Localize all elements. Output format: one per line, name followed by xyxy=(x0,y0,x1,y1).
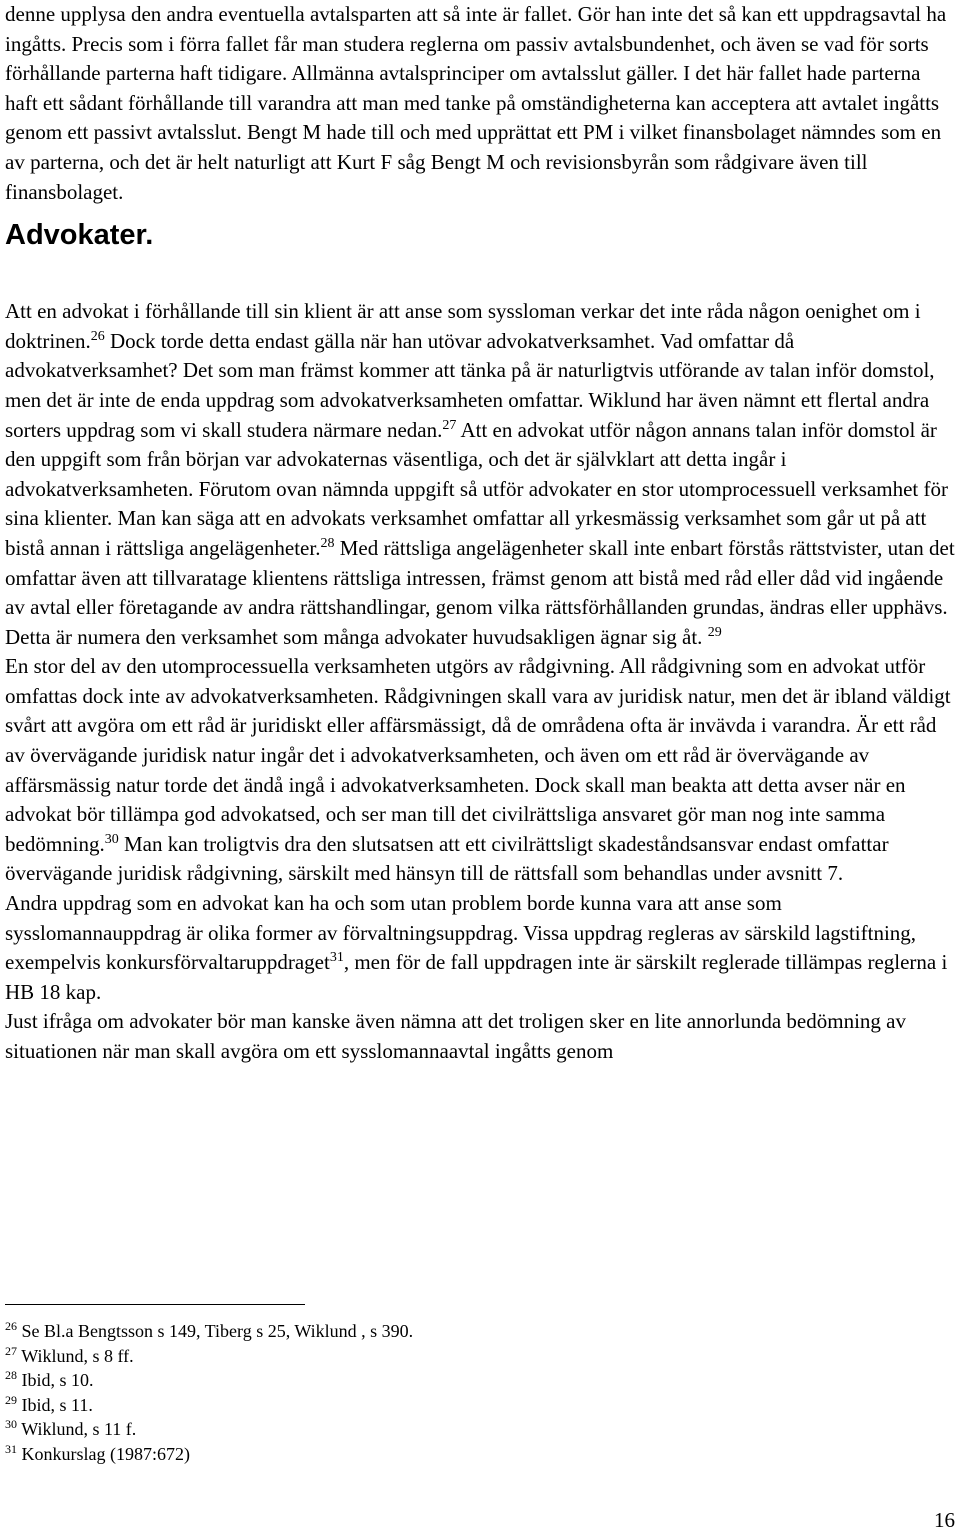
footnote-ref-31[interactable]: 31 xyxy=(329,950,344,966)
footnote-31 xyxy=(5,1442,905,1467)
paragraph-text: , men för de fall uppdragen inte är särskilt reglerade tillämpas reglerna i HB 18 kap. xyxy=(5,950,948,1004)
footnote-text: Wiklund, s 8 ff. xyxy=(21,1345,134,1366)
footnote-number: 28 xyxy=(5,1368,17,1383)
footnote-text: Konkurslag (1987:672) xyxy=(21,1443,190,1464)
paragraph-bedomning xyxy=(5,1007,955,1066)
paragraph-text: Med rättsliga angelägenheter skall inte enbart förstås rättstvister, utan det omfattar även att tillvaratage klientens rättsliga intressen, främst genom att bistå med råd eller dåd vid ingående av avtal eller företagande av andra rättshandlingar, genom vilka rättsförhållanden grundas, ändras eller upphävs. Detta är numera den verksamhet som många advokater huvudsakligen ägnar sig åt. xyxy=(5,535,955,649)
paragraph-text: Att en advokat i förhållande till sin klient är att anse som syssloman verkar det inte råda någon oenighet om i doktrinen. xyxy=(5,299,921,353)
footnote-26 xyxy=(5,1319,905,1344)
footnote-ref-27[interactable]: 27 xyxy=(442,417,457,433)
footnote-number: 29 xyxy=(5,1392,17,1407)
footnote-ref-26[interactable]: 26 xyxy=(90,328,105,344)
paragraph-avtalsslut xyxy=(5,0,955,207)
paragraph-text: Att en advokat utför någon annans talan inför domstol är den uppgift som från början var advokaternas väsentliga, och det är självklart att detta ingår i advokatverksamheten. Förutom ovan nämnda uppgift så utför advokater en stor utomprocessuell verksamhet för sina klienter. Man kan säga att en advokats verksamhet omfattar all yrkesmässig verksamhet som går ut på att bistå annan i rättsliga angelägenheter. xyxy=(5,417,948,560)
paragraph-text: Dock torde detta endast gälla när han utövar advokatverksamhet. Vad omfattar då advokatverksamhet? Det som man främst kommer att tänka på är naturligtvis utförande av talan inför domstol, men det är inte de enda uppdrag som advokatverksamheten omfattar. Wiklund har även nämnt ett flertal andra sorters uppdrag som vi skall studera närmare nedan. xyxy=(5,328,935,442)
footnote-text: Se Bl.a Bengtsson s 149, Tiberg s 25, Wiklund , s 390. xyxy=(21,1321,414,1341)
footnote-number: 30 xyxy=(5,1417,17,1432)
footnote-number: 26 xyxy=(5,1319,17,1333)
footnote-text: Ibid, s 11. xyxy=(21,1394,93,1415)
footnote-number: 31 xyxy=(5,1441,17,1456)
footnote-ref-28[interactable]: 28 xyxy=(320,535,335,551)
footnote-30 xyxy=(5,1417,905,1442)
footnote-ref-29[interactable]: 29 xyxy=(707,624,722,640)
document-page xyxy=(5,0,955,1067)
paragraph-text: En stor del av den utomprocessuella verksamheten utgörs av rådgivning. All rådgivning som en advokat utför omfattas dock inte av advokatverksamheten. Rådgivningen skall vara av juridisk natur, men det är ibland väldigt svårt att avgöra om ett råd är juridiskt eller affärsmässigt, då de områdena ofta är invävda i varandra. Är ett råd av övervägande juridisk natur ingår det i advokatverksamheten, och även om ett råd är övervägande av affärsmässig natur torde det ändå ingå i advokatverksamheten. Dock skall man beakta att detta avser när en advokat bör tillämpa god advokatsed, och ser man till det civilrättsliga ansvaret gör man nog inte samma bedömning. xyxy=(5,654,951,856)
paragraph-text: Just ifråga om advokater bör man kanske även nämna att det troligen sker en lite annorlunda bedömning av situationen när man skall avgöra om ett sysslomannaavtal ingåtts genom xyxy=(5,1009,906,1063)
footnote-29 xyxy=(5,1393,905,1418)
paragraph-text: Andra uppdrag som en advokat kan ha och som utan problem borde kunna vara att anse som sysslomannauppdrag är olika former av förvaltningsuppdrag. Vissa uppdrag regleras av särskild lagstiftning, exempelvis konkursförvaltaruppdraget xyxy=(5,891,917,975)
footnote-ref-30[interactable]: 30 xyxy=(104,831,119,847)
footnote-28 xyxy=(5,1368,905,1393)
footnote-text: Wiklund, s 11 f. xyxy=(21,1419,137,1440)
paragraph-radgivning xyxy=(5,652,955,889)
page-number: 16 xyxy=(934,1508,955,1532)
footnote-27 xyxy=(5,1344,905,1369)
footnote-number: 27 xyxy=(5,1343,17,1358)
footnotes xyxy=(5,1319,905,1467)
footnote-text: Ibid, s 10. xyxy=(21,1370,94,1391)
footnote-separator xyxy=(5,1304,305,1305)
paragraph-text: Man kan troligtvis dra den slutsatsen att ett civilrättsligt skadeståndsansvar endast omfattar övervägande juridisk rådgivning, särskilt med hänsyn till de rättsfall som behandlas under avsnitt 7. xyxy=(5,831,889,886)
spacer xyxy=(5,253,955,297)
paragraph-forvaltningsuppdrag xyxy=(5,889,955,1007)
paragraph-advokatverksamhet xyxy=(5,297,955,652)
section-heading-advokater: Advokater. xyxy=(5,219,154,252)
paragraph-text: denne upplysa den andra eventuella avtalsparten att så inte är fallet. Gör han inte det så kan ett uppdragsavtal ha ingåtts. Precis som i förra fallet får man studera reglerna om passiv avtalsbundenhet, och även se vad för sorts förhållande parterna haft tidigare. Allmänna avtalsprinciper om avtalsslut gäller. I det här fallet hade parterna haft ett sådant förhållande till varandra att man med tanke på omständigheterna kan acceptera att avtalet ingåtts genom ett passivt avtalsslut. Bengt M hade till och med upprättat ett PM i vilket finansbolaget nämndes som en av parterna, och det är helt naturligt att Kurt F såg Bengt M och revisionsbyrån som rådgivare även till finansbolaget. xyxy=(5,2,947,204)
